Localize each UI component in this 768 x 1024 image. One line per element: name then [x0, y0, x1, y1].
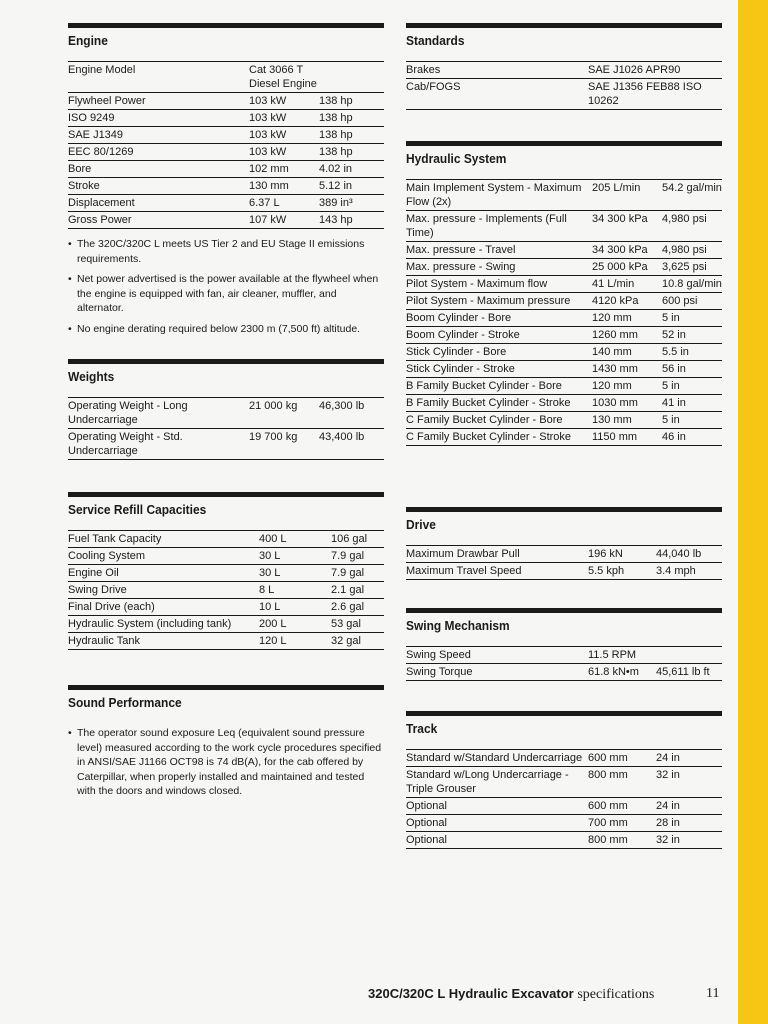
table-row [68, 212, 384, 229]
table-cell: 46 in [662, 431, 686, 443]
table-cell: 130 mm [249, 180, 289, 192]
table-cell: 700 mm [588, 817, 628, 829]
table-cell: Boom Cylinder - Stroke [406, 329, 520, 341]
hydraulic-section [406, 141, 722, 446]
table-cell: 56 in [662, 363, 686, 375]
page-number: 11 [706, 986, 720, 1001]
table-row [68, 565, 384, 582]
table-cell: 10 L [259, 601, 281, 613]
table-cell: 54.2 gal/min [662, 182, 722, 194]
refill-title: Service Refill Capacities [68, 502, 207, 517]
table-cell: 1430 mm [592, 363, 638, 375]
note-item: • No engine derating required below 2300 m (7,500 ft) altitude. [68, 322, 384, 337]
table-cell: 6.37 L [249, 197, 280, 209]
drive-table [406, 545, 722, 580]
table-cell: Max. pressure - Swing [406, 261, 516, 273]
table-cell: 103 kW [249, 112, 287, 124]
table-cell: Hydraulic System (including tank) [68, 618, 232, 630]
table-cell: 52 in [662, 329, 686, 341]
table-cell: 19 700 kg [249, 431, 298, 443]
table-row [406, 62, 722, 79]
table-cell: 30 L [259, 550, 281, 562]
table-row [406, 259, 722, 276]
table-cell: 41 L/min [592, 278, 635, 290]
table-cell: Stick Cylinder - Stroke [406, 363, 515, 375]
table-cell: 600 psi [662, 295, 698, 307]
table-row [68, 62, 384, 93]
table-cell: SAE J1026 APR90 [588, 64, 681, 76]
table-row [406, 412, 722, 429]
table-row [68, 127, 384, 144]
table-cell: Brakes [406, 64, 441, 76]
table-cell: 30 L [259, 567, 281, 579]
table-cell: 7.9 gal [331, 567, 365, 579]
table-cell: 106 gal [331, 533, 368, 545]
table-cell: 5 in [662, 312, 680, 324]
table-cell: 389 in³ [319, 197, 353, 209]
table-cell: B Family Bucket Cylinder - Bore [406, 380, 562, 392]
table-cell: Pilot System - Maximum pressure [406, 295, 571, 307]
table-row [406, 767, 722, 798]
refill-table [68, 530, 384, 650]
table-cell: Bore [68, 163, 92, 175]
table-cell: Optional [406, 800, 447, 812]
table-cell: 24 in [656, 752, 680, 764]
table-cell: 11.5 RPM [588, 649, 637, 661]
swing-section [406, 608, 722, 681]
engine-title: Engine [68, 33, 108, 48]
table-cell: 143 hp [319, 214, 353, 226]
note-item: • The 320C/320C L meets US Tier 2 and EU Stage II emissions requirements. [68, 237, 384, 266]
table-cell: 103 kW [249, 146, 287, 158]
table-cell: 7.9 gal [331, 550, 365, 562]
table-row [68, 178, 384, 195]
table-cell: 800 mm [588, 834, 628, 846]
table-row [406, 211, 722, 242]
table-cell: 1260 mm [592, 329, 638, 341]
table-cell: Standard w/Standard Undercarriage [406, 752, 583, 764]
table-cell: 4,980 psi [662, 213, 707, 225]
table-cell: Engine Oil [68, 567, 119, 579]
table-row [68, 616, 384, 633]
table-cell: 5 in [662, 380, 680, 392]
track-section [406, 711, 722, 849]
table-cell: Optional [406, 834, 447, 846]
yellow-accent-bar [738, 0, 768, 1024]
table-row [406, 546, 722, 563]
table-row [406, 293, 722, 310]
table-cell: 21 000 kg [249, 400, 298, 412]
table-cell: 102 mm [249, 163, 289, 175]
sound-title: Sound Performance [68, 695, 182, 710]
table-cell: 3,625 psi [662, 261, 707, 273]
table-cell: 600 mm [588, 752, 628, 764]
table-cell: Final Drive (each) [68, 601, 155, 613]
table-cell: 8 L [259, 584, 275, 596]
table-cell: 32 in [656, 769, 680, 781]
table-cell: 43,400 lb [319, 431, 365, 443]
weights-section [68, 359, 384, 460]
table-cell: B Family Bucket Cylinder - Stroke [406, 397, 571, 409]
table-cell: Standard w/Long Undercarriage - Triple Grouser [406, 769, 569, 795]
hydraulic-table [406, 179, 722, 446]
table-cell: Cooling System [68, 550, 146, 562]
table-cell: 138 hp [319, 129, 353, 141]
table-cell: 4,980 psi [662, 244, 707, 256]
table-cell: 44,040 lb [656, 548, 702, 560]
table-row [406, 327, 722, 344]
table-cell: 41 in [662, 397, 686, 409]
table-cell [319, 62, 384, 93]
table-cell: C Family Bucket Cylinder - Bore [406, 414, 563, 426]
table-cell: 2.6 gal [331, 601, 365, 613]
table-row [68, 93, 384, 110]
table-cell: Flywheel Power [68, 95, 146, 107]
table-cell: 53 gal [331, 618, 361, 630]
table-row [406, 647, 722, 664]
table-cell: 103 kW [249, 129, 287, 141]
table-cell: 4120 kPa [592, 295, 639, 307]
table-cell: 200 L [259, 618, 287, 630]
table-cell: EEC 80/1269 [68, 146, 134, 158]
sound-section [68, 685, 384, 805]
table-cell: 32 in [656, 834, 680, 846]
table-row [406, 832, 722, 849]
table-cell: Swing Drive [68, 584, 127, 596]
table-cell: Main Implement System - Maximum Flow (2x) [406, 182, 582, 208]
table-cell: Operating Weight - Std. Undercarriage [68, 431, 183, 457]
table-cell: 1150 mm [592, 431, 638, 443]
table-cell: Cab/FOGS [406, 81, 461, 93]
table-cell: Gross Power [68, 214, 132, 226]
table-cell: Swing Speed [406, 649, 471, 661]
table-cell: 34 300 kPa [592, 244, 648, 256]
table-cell: 103 kW [249, 95, 287, 107]
table-cell: 45,611 lb ft [656, 666, 710, 678]
table-row [406, 79, 722, 110]
table-cell: Stick Cylinder - Bore [406, 346, 507, 358]
hydraulic-title: Hydraulic System [406, 151, 507, 166]
table-cell: ISO 9249 [68, 112, 115, 124]
table-row [68, 548, 384, 565]
table-row [406, 798, 722, 815]
table-row [406, 242, 722, 259]
table-row [68, 161, 384, 178]
table-row [68, 144, 384, 161]
track-title: Track [406, 721, 438, 736]
table-cell: 130 mm [592, 414, 632, 426]
table-row [406, 361, 722, 378]
table-cell: 5.12 in [319, 180, 353, 192]
table-cell: 5.5 kph [588, 565, 625, 577]
table-row [406, 750, 722, 767]
table-cell: 138 hp [319, 95, 353, 107]
weights-table [68, 397, 384, 460]
engine-section [68, 23, 384, 342]
table-cell: Stroke [68, 180, 100, 192]
standards-title: Standards [406, 33, 465, 48]
table-cell: 600 mm [588, 800, 628, 812]
table-cell: 205 L/min [592, 182, 641, 194]
table-cell: 5.5 in [662, 346, 689, 358]
table-cell: Swing Torque [406, 666, 473, 678]
table-cell: 4.02 in [319, 163, 353, 175]
table-row [68, 599, 384, 616]
table-cell: Optional [406, 817, 447, 829]
table-cell: Max. pressure - Implements (Full Time) [406, 213, 567, 239]
table-row [68, 531, 384, 548]
drive-title: Drive [406, 517, 436, 532]
track-table [406, 749, 722, 849]
table-row [68, 633, 384, 650]
standards-table [406, 61, 722, 110]
table-cell: 25 000 kPa [592, 261, 648, 273]
table-cell: 800 mm [588, 769, 628, 781]
table-cell: 46,300 lb [319, 400, 365, 412]
table-cell: Hydraulic Tank [68, 635, 140, 647]
table-cell: Displacement [68, 197, 135, 209]
table-row [406, 276, 722, 293]
table-row [68, 110, 384, 127]
weights-title: Weights [68, 369, 115, 384]
table-row [406, 563, 722, 580]
table-row [68, 582, 384, 599]
table-cell: C Family Bucket Cylinder - Stroke [406, 431, 572, 443]
table-cell: 61.8 kN•m [588, 666, 639, 678]
table-cell: 24 in [656, 800, 680, 812]
note-item: • The operator sound exposure Leq (equivalent sound pressure level) measured according to the work cycle procedures specified in ANSI/SAE J1166 OCT98 is 74 dB(A), for the cab offered by Caterpillar, when properly installed and maintained and tested with the doors and windows closed. [68, 726, 384, 799]
table-row [406, 180, 722, 211]
table-row [406, 395, 722, 412]
table-cell: 120 L [259, 635, 287, 647]
table-row [406, 815, 722, 832]
table-cell: Maximum Travel Speed [406, 565, 522, 577]
table-cell: 1030 mm [592, 397, 638, 409]
table-cell: 28 in [656, 817, 680, 829]
table-row [406, 378, 722, 395]
table-row [406, 310, 722, 327]
footer-model: 320C/320C L Hydraulic Excavator [368, 986, 574, 1001]
refill-section [68, 492, 384, 650]
swing-title: Swing Mechanism [406, 618, 510, 633]
table-cell: 107 kW [249, 214, 287, 226]
table-cell: Max. pressure - Travel [406, 244, 516, 256]
sound-notes [68, 726, 384, 799]
table-cell: Operating Weight - Long Undercarriage [68, 400, 188, 426]
table-row [68, 195, 384, 212]
table-cell: 34 300 kPa [592, 213, 648, 225]
drive-section [406, 507, 722, 580]
table-cell: 2.1 gal [331, 584, 365, 596]
table-row [406, 344, 722, 361]
engine-table [68, 61, 384, 229]
table-cell: Cat 3066 T Diesel Engine [249, 64, 317, 90]
table-cell: Boom Cylinder - Bore [406, 312, 512, 324]
table-cell: 120 mm [592, 312, 632, 324]
table-row [406, 664, 722, 681]
table-cell: Fuel Tank Capacity [68, 533, 162, 545]
table-cell: SAE J1349 [68, 129, 124, 141]
table-cell [656, 647, 722, 664]
note-item: • Net power advertised is the power available at the flywheel when the engine is equipped with fan, air cleaner, muffler, and alternator. [68, 272, 384, 316]
table-cell: Maximum Drawbar Pull [406, 548, 520, 560]
table-cell: 5 in [662, 414, 680, 426]
table-cell: Pilot System - Maximum flow [406, 278, 548, 290]
table-cell: 196 kN [588, 548, 623, 560]
swing-table [406, 646, 722, 681]
table-row [68, 429, 384, 460]
table-cell: 120 mm [592, 380, 632, 392]
table-cell: 10.8 gal/min [662, 278, 722, 290]
table-cell: 32 gal [331, 635, 361, 647]
table-row [68, 398, 384, 429]
standards-section [406, 23, 722, 110]
table-cell: 400 L [259, 533, 287, 545]
engine-notes [68, 237, 384, 336]
table-cell: 138 hp [319, 146, 353, 158]
footer-suffix: specifications [577, 987, 655, 1002]
table-cell: 140 mm [592, 346, 632, 358]
table-row [406, 429, 722, 446]
table-cell: Engine Model [68, 64, 136, 76]
table-cell: SAE J1356 FEB88 ISO 10262 [588, 81, 702, 107]
table-cell: 138 hp [319, 112, 353, 124]
table-cell: 3.4 mph [656, 565, 696, 577]
page-footer [368, 986, 654, 1003]
